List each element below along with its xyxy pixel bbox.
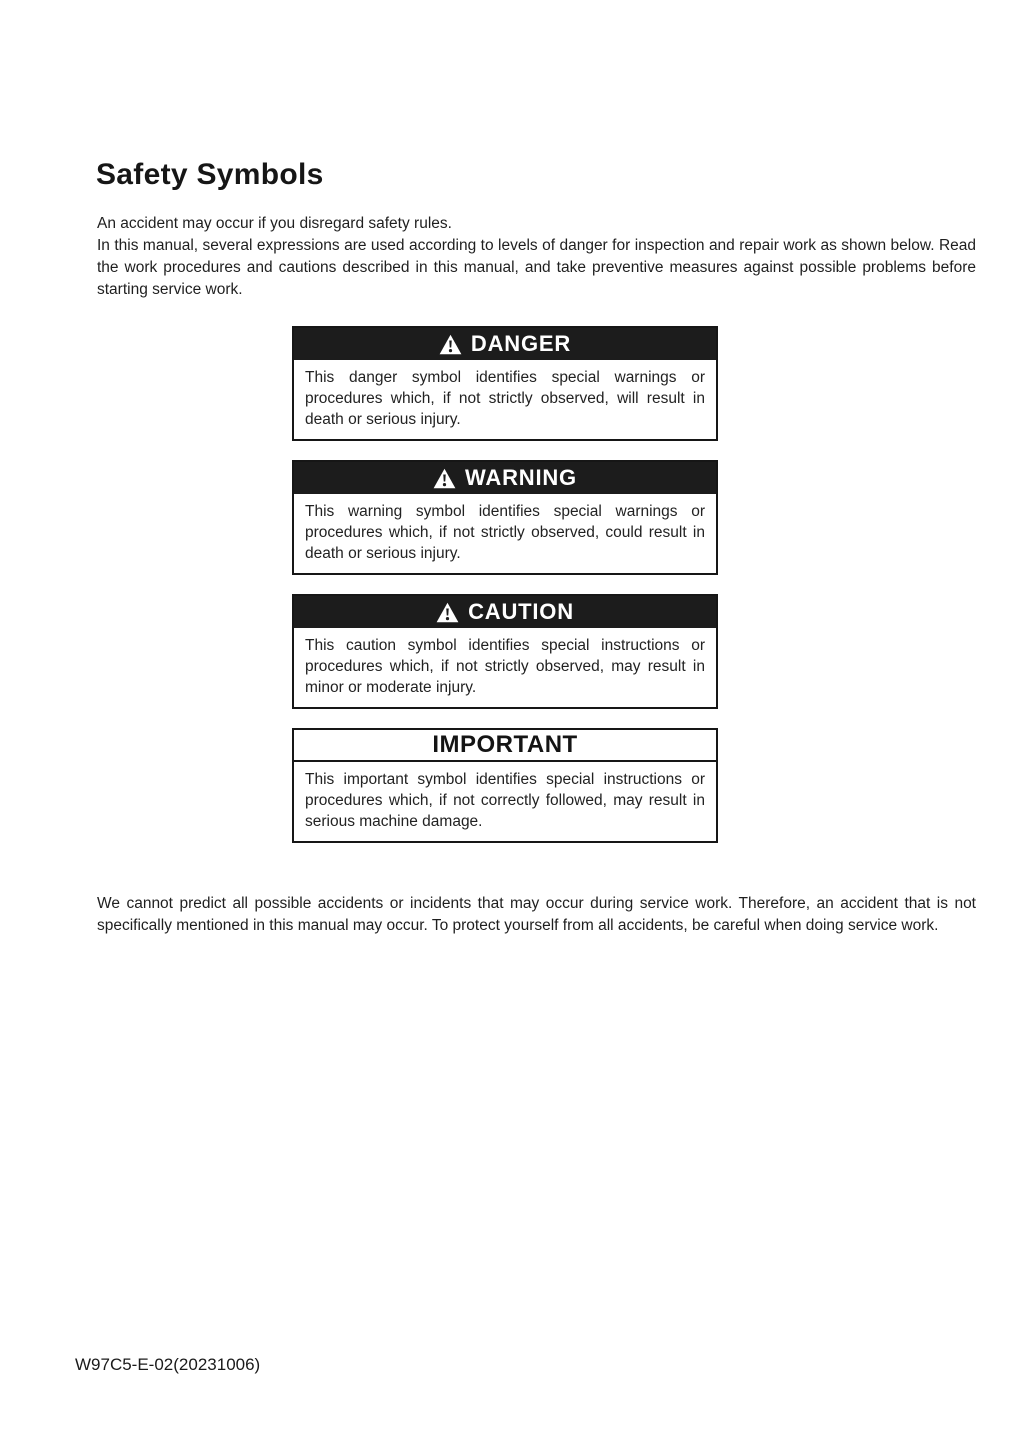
important-box-header <box>294 730 716 762</box>
document-code: W97C5-E-02(20231006) <box>75 1355 261 1374</box>
danger-box-label: DANGER <box>470 331 572 356</box>
safety-boxes <box>292 326 718 862</box>
caution-box <box>292 594 718 709</box>
caution-box-header <box>294 596 716 628</box>
warning-triangle-icon <box>436 602 459 623</box>
intro-paragraph <box>97 213 976 301</box>
danger-box-header <box>294 328 716 360</box>
closing-paragraph: We cannot predict all possible accidents or incidents that may occur during service work. Therefore, an accident that is not specifically mentioned in this manual may occur. To protect yourself from all accidents, be careful when doing service work. <box>97 895 976 934</box>
caution-box-body: This caution symbol identifies special instructions or procedures which, if not strictly observed, may result in minor or moderate injury. <box>305 637 705 696</box>
important-box-label: IMPORTANT <box>432 731 578 758</box>
danger-box-body: This danger symbol identifies special warnings or procedures which, if not strictly observed, will result in death or serious injury. <box>305 369 705 428</box>
warning-box-body: This warning symbol identifies special warnings or procedures which, if not strictly observed, could result in death or serious injury. <box>305 503 705 562</box>
danger-box <box>292 326 718 441</box>
important-box <box>292 728 718 843</box>
warning-triangle-icon <box>439 334 462 355</box>
page-title: Safety Symbols <box>96 158 324 191</box>
important-box-body: This important symbol identifies special instructions or procedures which, if not correctly followed, may result in serious machine damage. <box>305 771 705 830</box>
warning-box-header <box>294 462 716 494</box>
warning-box-label: WARNING <box>465 465 577 490</box>
caution-box-label: CAUTION <box>468 599 574 624</box>
intro-line-rest: In this manual, several expressions are used according to levels of danger for inspection and repair work as shown below. Read the work procedures and cautions described in this manual, and take preventive measures against possible problems before starting service work. <box>97 237 976 298</box>
warning-box <box>292 460 718 575</box>
intro-line-1: An accident may occur if you disregard safety rules. <box>97 215 452 232</box>
warning-triangle-icon <box>433 468 456 489</box>
